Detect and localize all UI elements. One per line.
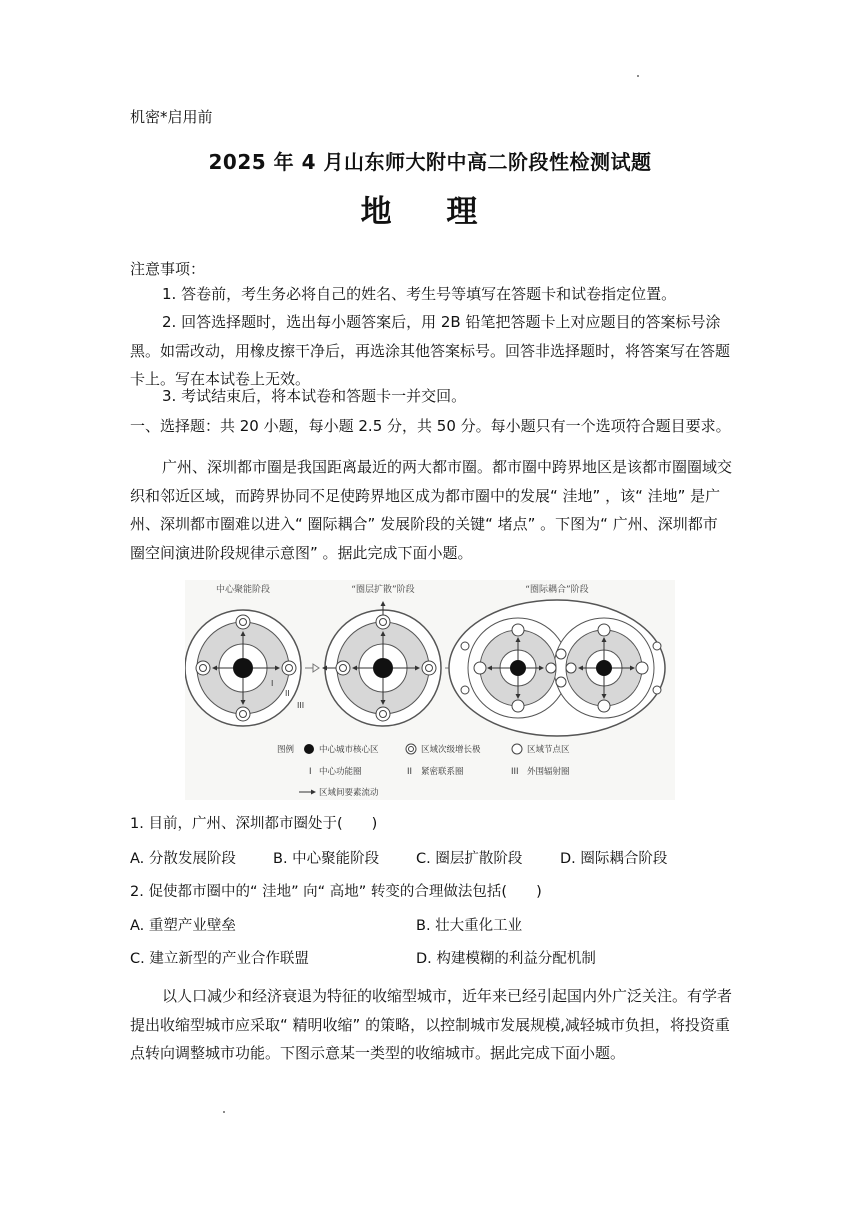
figure-metro-stages	[185, 580, 675, 800]
legend-outer-ring: 外围辐射圈	[527, 767, 570, 777]
stage-label-2: “圈层扩散”阶段	[351, 585, 415, 595]
legend-secondary-pole: 区域次级增长极	[421, 745, 481, 755]
question-1-stem: 1. 目前，广州、深圳都市圈处于( )	[130, 816, 378, 832]
stage-label-3: “圈际耦合”阶段	[525, 585, 589, 595]
passage-1: 广州、深圳都市圈是我国距离最近的两大都市圈。都市圈中跨界地区是该都市圈圈域交织和邻近区域，而跨界协同不足使跨界地区成为都市圈中的发展“ 洼地” ，该“ 洼地” 是广州、深圳都市圈难以进入“ 圈际耦合” 发展阶段的关键“ 堵点” 。下图为“ 广州、深圳都市圈空间演进阶段规律示意图” 。据此完成下面小题。	[130, 458, 733, 562]
section-heading: 一、选择题：共 20 小题，每小题 2.5 分，共 50 分。每小题只有一个选项符合题目要求。	[130, 417, 731, 435]
q1-option-c: C. 圈层扩散阶段	[416, 851, 523, 867]
note-item-3: 3. 考试结束后，将本试卷和答题卡一并交回。	[162, 387, 467, 405]
page-dot-bottom	[223, 1111, 225, 1113]
note-item-2: 2. 回答选择题时，选出每小题答案后，用 2B 铅笔把答题卡上对应题目的答案标号涂黑。如需改动，用橡皮擦干净后，再选涂其他答案标号。回答非选择题时，将答案写在答题卡上。写在本试卷上无效。	[130, 313, 731, 388]
legend-title: 图例	[277, 745, 295, 755]
ring-label-iii: III	[297, 701, 305, 710]
question-2-stem: 2. 促使都市圈中的“ 洼地” 向“ 高地” 转变的合理做法包括( )	[130, 884, 542, 900]
q1-option-b: B. 中心聚能阶段	[273, 851, 380, 867]
legend-node: 区域节点区	[527, 745, 570, 755]
ring-label-ii: II	[285, 689, 290, 698]
legend-close-ring: 紧密联系圈	[421, 767, 464, 777]
ring-label-i: I	[271, 679, 274, 688]
q1-option-d: D. 圈际耦合阶段	[560, 851, 668, 867]
confidential-label: 机密*启用前	[130, 108, 213, 126]
q2-option-b: B. 壮大重化工业	[416, 918, 523, 934]
q2-option-a: A. 重塑产业壁垒	[130, 918, 236, 934]
note-item-1: 1. 答卷前，考生务必将自己的姓名、考生号等填写在答题卡和试卷指定位置。	[162, 285, 677, 303]
exam-title: 2025 年 4 月山东师大附中高二阶段性检测试题	[208, 150, 652, 174]
legend-ring-i: I	[309, 767, 312, 777]
q2-option-d: D. 构建模糊的利益分配机制	[416, 951, 596, 967]
legend-core: 中心城市核心区	[319, 745, 379, 755]
passage-2: 以人口减少和经济衰退为特征的收缩型城市，近年来已经引起国内外广泛关注。有学者提出收缩型城市应采取“ 精明收缩” 的策略，以控制城市发展规模,减轻城市负担，将投资重点转向调整城市功能。下图示意某一类型的收缩城市。据此完成下面小题。	[130, 987, 733, 1062]
legend-ring-ii: II	[407, 767, 413, 777]
notes-heading: 注意事项：	[130, 260, 206, 278]
legend-core-ring: 中心功能圈	[319, 767, 362, 777]
subject-title: 地 理	[360, 194, 500, 230]
stage-label-1: 中心聚能阶段	[215, 585, 271, 595]
q2-option-c: C. 建立新型的产业合作联盟	[130, 951, 309, 967]
figure-svg	[185, 580, 675, 800]
legend-flow: 区域间要素流动	[319, 788, 379, 798]
q1-option-a: A. 分散发展阶段	[130, 851, 236, 867]
legend-ring-iii: III	[511, 767, 519, 777]
stage-3-diagram	[449, 600, 665, 736]
page-dot-top	[637, 75, 639, 77]
